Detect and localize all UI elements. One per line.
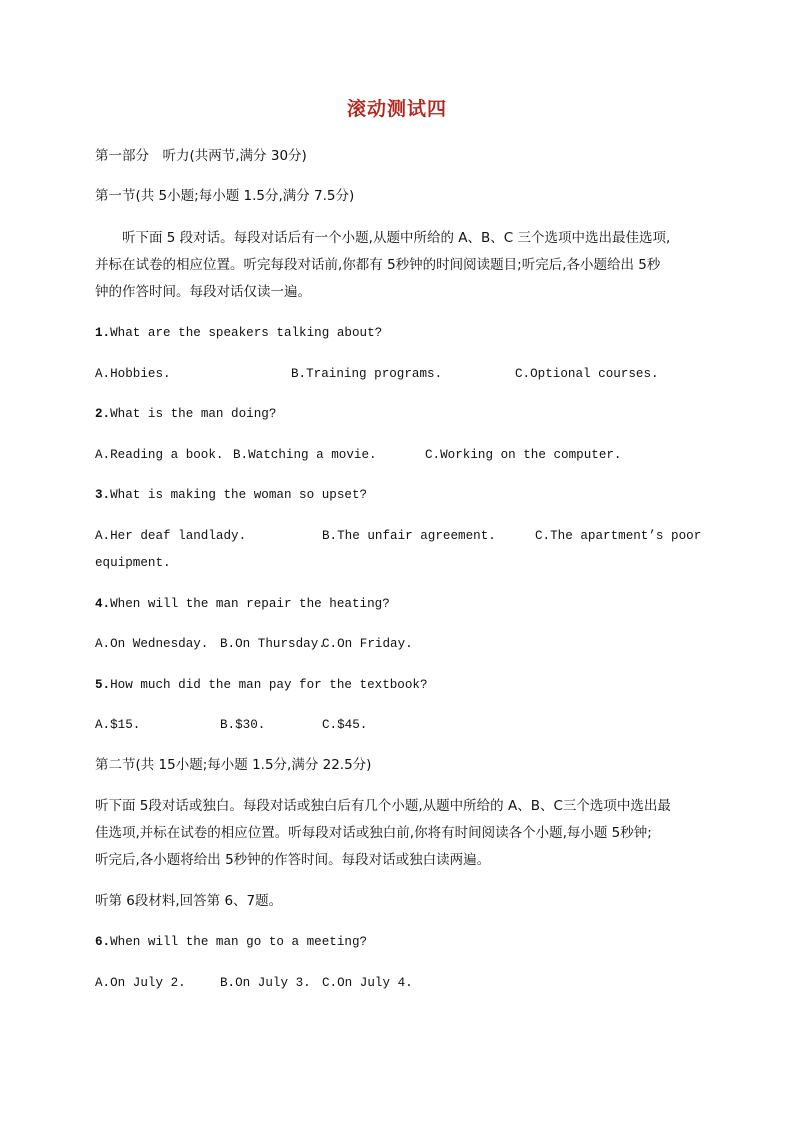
- option-a: A.On Wednesday.: [95, 637, 209, 651]
- option-a: A.On July 2.: [95, 976, 186, 990]
- question-3-options-continued: equipment.: [95, 556, 171, 570]
- question-2-stem: 2.What is the man doing?: [95, 407, 277, 421]
- section2-instructions-line-3: 听完后,各小题将给出 5秒钟的作答时间。每段对话或独白读两遍。: [95, 852, 491, 868]
- option-b: B.Watching a movie.: [233, 448, 377, 462]
- question-5-options: [95, 717, 705, 733]
- question-number: 2.: [95, 407, 111, 421]
- section2-instructions-line-1: 听下面 5段对话或独白。每段对话或独白后有几个小题,从题中所给的 A、B、C三个选项中选出最: [95, 798, 671, 814]
- option-c: C.The apartment’s poor: [535, 529, 702, 543]
- material-note: 听第 6段材料,回答第 6、7题。: [95, 893, 283, 909]
- question-number: 1.: [95, 326, 111, 340]
- section2-instructions-line-2: 佳选项,并标在试卷的相应位置。听每段对话或独白前,你将有时间阅读各个小题,每小题 5秒钟;: [95, 825, 652, 841]
- question-2-options: [95, 447, 705, 463]
- option-b: B.$30.: [220, 718, 266, 732]
- question-number: 6.: [95, 935, 111, 949]
- question-number: 5.: [95, 678, 111, 692]
- question-1-stem: 1.What are the speakers talking about?: [95, 326, 383, 340]
- section2-heading: 第二节(共 15小题;每小题 1.5分,满分 22.5分): [95, 757, 372, 773]
- question-3-stem: 3.What is making the woman so upset?: [95, 488, 368, 502]
- option-b: B.Training programs.: [291, 367, 443, 381]
- question-1-options: [95, 366, 705, 382]
- question-5-stem: 5.How much did the man pay for the textbook?: [95, 678, 428, 692]
- question-number: 4.: [95, 597, 111, 611]
- option-c: C.Optional courses.: [515, 367, 659, 381]
- part1-heading: 第一部分 听力(共两节,满分 30分): [95, 148, 307, 164]
- option-b: B.The unfair agreement.: [322, 529, 496, 543]
- question-4-options: [95, 636, 705, 652]
- question-number: 3.: [95, 488, 111, 502]
- question-6-options: [95, 975, 705, 991]
- option-b: B.On Thursday.: [220, 637, 326, 651]
- section1-instructions-line-3: 钟的作答时间。每段对话仅读一遍。: [95, 284, 311, 300]
- question-4-stem: 4.When will the man repair the heating?: [95, 597, 390, 611]
- option-b: B.On July 3.: [220, 976, 311, 990]
- page-title: 滚动测试四: [346, 98, 447, 120]
- section1-instructions-line-1: 听下面 5 段对话。每段对话后有一个小题,从题中所给的 A、B、C 三个选项中选出最佳选项,: [122, 230, 671, 246]
- option-a: A.Her deaf landlady.: [95, 529, 247, 543]
- option-c: C.On July 4.: [322, 976, 413, 990]
- question-3-options: [95, 528, 705, 544]
- option-c: C.$45.: [322, 718, 368, 732]
- option-c: C.Working on the computer.: [425, 448, 622, 462]
- option-a: A.$15.: [95, 718, 141, 732]
- section1-instructions-line-2: 并标在试卷的相应位置。听完每段对话前,你都有 5秒钟的时间阅读题目;听完后,各小题给出 5秒: [95, 257, 661, 273]
- option-a: A.Reading a book.: [95, 448, 224, 462]
- question-6-stem: 6.When will the man go to a meeting?: [95, 935, 368, 949]
- option-c: C.On Friday.: [322, 637, 413, 651]
- option-a: A.Hobbies.: [95, 367, 171, 381]
- section1-heading: 第一节(共 5小题;每小题 1.5分,满分 7.5分): [95, 188, 355, 204]
